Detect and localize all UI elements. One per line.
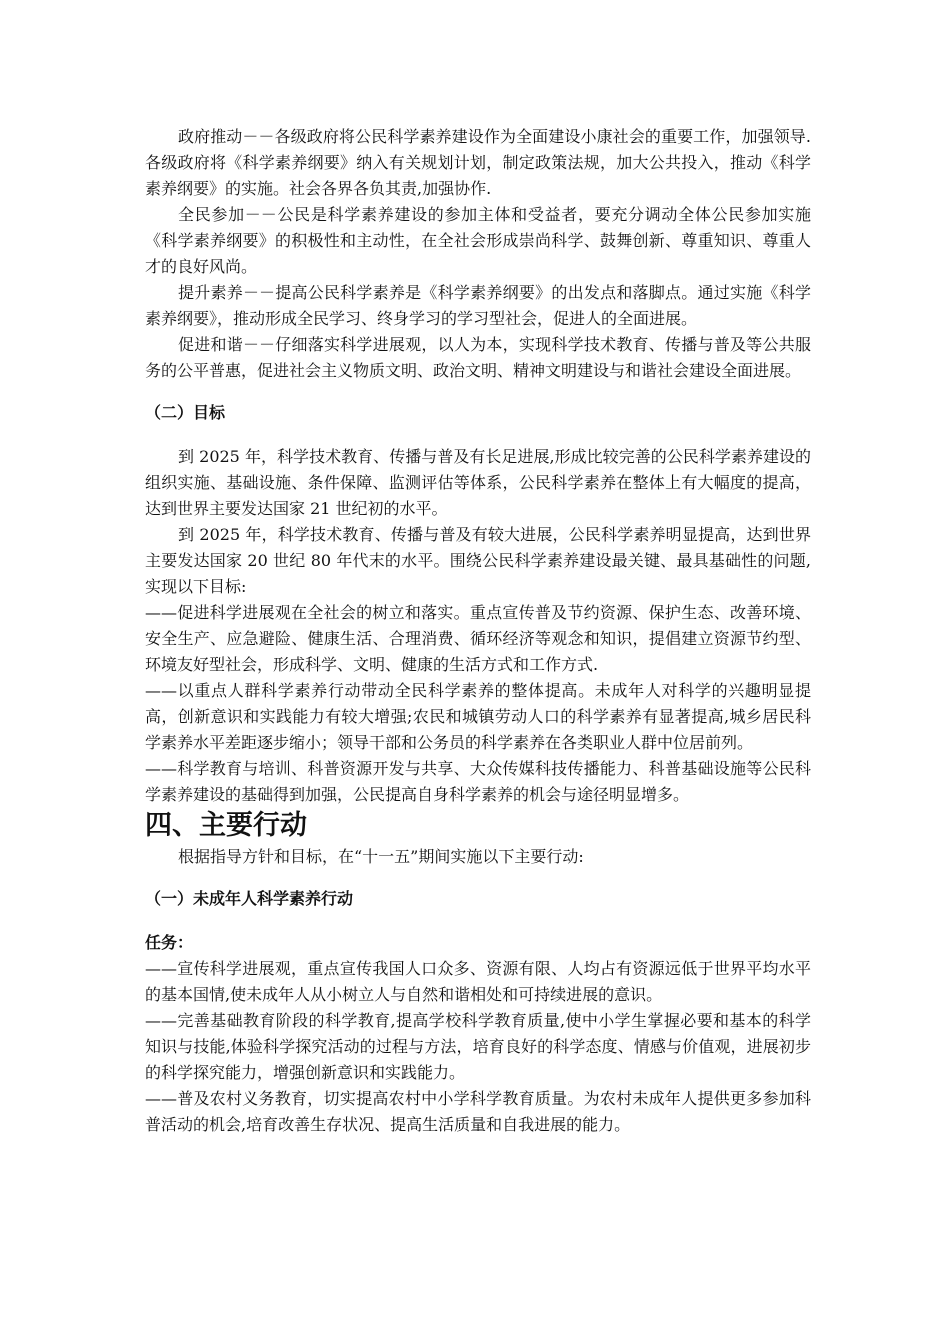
task-item: ——普及农村义务教育，切实提高农村中小学科学教育质量。为农村未成年人提供更多参加科普活动的机会,培育改善生存状况、提高生活质量和自我进展的能力。	[145, 1089, 811, 1134]
goals-heading: （二）目标	[145, 403, 226, 422]
tasks-label: 任务：	[145, 933, 194, 952]
goal-paragraph: 到 2025 年，科学技术教育、传播与普及有较大进展，公民科学素养明显提高，达到世界主要发达国家 20 世纪 80 年代末的水平。围绕公民科学素养建设最关键、最具基础性的问题,实现以下目标:	[145, 525, 811, 596]
task-item: ——宣传科学进展观，重点宣传我国人口众多、资源有限、人均占有资源远低于世界平均水平的基本国情,使未成年人从小树立人与自然和谐相处和可持续进展的意识。	[145, 959, 811, 1004]
goal-paragraph: 到 2025 年，科学技术教育、传播与普及有长足进展,形成比较完善的公民科学素养建设的组织实施、基础设施、条件保障、监测评估等体系，公民科学素养在整体上有大幅度的提高，达到世界主要发达国家 21 世纪初的水平。	[145, 447, 811, 518]
goal-item: ——促进科学进展观在全社会的树立和落实。重点宣传普及节约资源、保护生态、改善环境、安全生产、应急避险、健康生活、合理消费、循环经济等观念和知识，提倡建立资源节约型、环境友好型社会，形成科学、文明、健康的生活方式和工作方式.	[145, 603, 811, 674]
minors-action-heading: （一）未成年人科学素养行动	[145, 889, 354, 908]
section-heading-main-actions: 四、主要行动	[145, 810, 307, 841]
principle-government: 政府推动－－各级政府将公民科学素养建设作为全面建设小康社会的重要工作，加强领导.各级政府将《科学素养纲要》纳入有关规划计划，制定政策法规，加大公共投入，推动《科学素养纲要》的实施。社会各界各负其责,加强协作.	[145, 127, 811, 198]
principle-participation: 全民参加－－公民是科学素养建设的参加主体和受益者，要充分调动全体公民参加实施《科学素养纲要》的积极性和主动性，在全社会形成崇尚科学、鼓舞创新、尊重知识、尊重人才的良好风尚。	[145, 205, 811, 276]
principle-harmony: 促进和谐－－仔细落实科学进展观，以人为本，实现科学技术教育、传播与普及等公共服务的公平普惠，促进社会主义物质文明、政治文明、精神文明建设与和谐社会建设全面进展。	[145, 335, 811, 380]
document-body	[145, 124, 811, 1138]
goal-item: ——以重点人群科学素养行动带动全民科学素养的整体提高。未成年人对科学的兴趣明显提高，创新意识和实践能力有较大增强;农民和城镇劳动人口的科学素养有显著提高,城乡居民科学素养水平差距逐步缩小；领导干部和公务员的科学素养在各类职业人群中位居前列。	[145, 681, 811, 752]
principle-literacy: 提升素养－－提高公民科学素养是《科学素养纲要》的出发点和落脚点。通过实施《科学素养纲要》，推动形成全民学习、终身学习的学习型社会，促进人的全面进展。	[145, 283, 811, 328]
task-item: ——完善基础教育阶段的科学教育,提高学校科学教育质量,使中小学生掌握必要和基本的科学知识与技能,体验科学探究活动的过程与方法，培育良好的科学态度、情感与价值观，进展初步的科学探究能力，增强创新意识和实践能力。	[145, 1011, 811, 1082]
main-actions-intro: 根据指导方针和目标，在“十一五”期间实施以下主要行动:	[178, 847, 584, 866]
goal-item: ——科学教育与培训、科普资源开发与共享、大众传媒科技传播能力、科普基础设施等公民科学素养建设的基础得到加强，公民提高自身科学素养的机会与途径明显增多。	[145, 759, 811, 804]
